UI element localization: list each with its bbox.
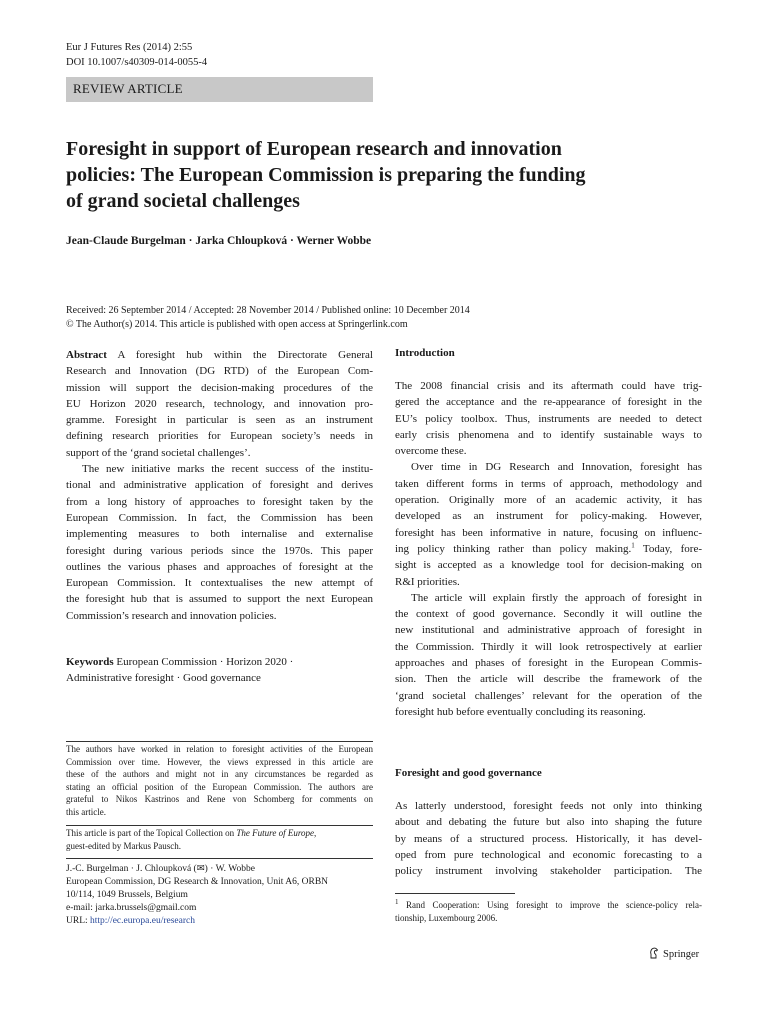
- title-line: policies: The European Commission is preparing the funding: [66, 164, 586, 186]
- keywords-line: Administrative foresight · Good governance: [66, 672, 261, 685]
- abstract-line: foresight during various periods since the 1970s. This paper: [66, 544, 373, 557]
- article-title: [66, 136, 686, 214]
- abstract-line: Research and Innovation (DG RTD) of the European Com-: [66, 365, 373, 378]
- section-heading-introduction: Introduction: [395, 347, 455, 359]
- research-url-link[interactable]: http://ec.europa.eu/research: [90, 916, 195, 926]
- divider: [66, 858, 373, 859]
- abstract-line: Commission’s research and innovation policies.: [66, 609, 277, 622]
- journal-citation: Eur J Futures Res (2014) 2:55: [66, 42, 193, 53]
- abstract-line: tional and administrative application of foresight and derives: [66, 479, 373, 492]
- abstract-line: European Commission. In fact, the Commission has been: [66, 511, 373, 524]
- history-dates: Received: 26 September 2014 / Accepted: 28 November 2014 / Published online: 10 December 2014: [66, 305, 470, 316]
- author-list: Jean-Claude Burgelman · Jarka Chloupková · Werner Wobbe: [66, 235, 372, 247]
- article-type-label: REVIEW ARTICLE: [73, 81, 183, 96]
- footnote-mark: 1: [395, 899, 399, 906]
- publisher-logo: [648, 947, 699, 960]
- divider: [66, 741, 373, 742]
- keywords: [66, 654, 373, 687]
- keywords-label: Keywords: [66, 656, 114, 668]
- abstract-line: the foresight hub that is assumed to support the next European: [66, 593, 373, 606]
- topical-collection-note: This article is part of the Topical Collection on The Future of Europe, guest-edited by Markus Pausch.: [66, 828, 317, 851]
- affiliation-authors: J.-C. Burgelman · J. Chloupková (✉) · W. Wobbe: [66, 864, 255, 874]
- footnote-divider: [395, 893, 515, 894]
- footnote-ref[interactable]: 1: [631, 541, 635, 550]
- publisher-name: Springer: [663, 949, 700, 960]
- doi: DOI 10.1007/s40309-014-0055-4: [66, 57, 208, 68]
- article-type-bar: [66, 77, 373, 102]
- abstract-line: from a long history of approaches to foresight taken by the: [66, 495, 373, 508]
- abstract-line: defining research priorities for European society’s needs in: [66, 430, 373, 443]
- author-affiliation: [66, 863, 373, 928]
- abstract-label: Abstract: [66, 349, 107, 361]
- disclaimer-note: The authors have worked in relation to foresight activities of the European Commission over time. However, the views expressed in this article are these of the authors and might not in any circumstances be regarded as stating an official position of the European Commission. The authors are grateful to Nikos Kastrinos and Rene von Schomberg for comments on this article.: [66, 744, 373, 817]
- affiliation-address: European Commission, DG Research & Innovation, Unit A6, ORBN: [66, 877, 329, 887]
- divider: [66, 825, 373, 826]
- abstract-line: mission will support the decision-making procedures of the: [66, 381, 373, 394]
- affiliation-address: 10/114, 1049 Brussels, Belgium: [66, 890, 188, 900]
- abstract-line: outlines the various phases and approaches of foresight at the: [66, 560, 373, 573]
- publication-dates: [66, 304, 470, 332]
- title-line: of grand societal challenges: [66, 190, 300, 212]
- governance-paragraph: As latterly understood, foresight feeds not only into thinking about and debating the future but also into shaping the future by means of a structured process. Historically, it has devel- oped from pure technological and economic forecasting to a policy instrument involving stakeholder participation. The: [395, 800, 702, 878]
- contact-url-line: URL: http://ec.europa.eu/research: [66, 916, 195, 926]
- abstract-line: implementing measures to both internalise and externalise: [66, 528, 373, 541]
- title-line: Foresight in support of European research and innovation: [66, 138, 562, 160]
- contact-email[interactable]: e-mail: jarka.brussels@gmail.com: [66, 903, 197, 913]
- abstract-line: The new initiative marks the recent success of the institu-: [82, 463, 373, 476]
- collection-title: The Future of Europe: [236, 828, 314, 838]
- license-line: © The Author(s) 2014. This article is published with open access at Springerlink.com: [66, 319, 408, 330]
- abstract-line: EU Horizon 2020 research, technology, and innovation pro-: [66, 397, 373, 410]
- intro-paragraph-1: The 2008 financial crisis and its aftermath could have trig- gered the acceptance and the re-appearance of foresight in the EU’s policy toolbox. Thus, instruments are needed to detect early crisis phenomena and to identify sustainable ways to overcome these. Over time in DG Research and Innovation, foresight has taken different forms in terms of approach, methodology and operation. Originally more of an academic activity, it has developed as an instrument for policy-making. However, foresight has been informative in nature, focusing on influenc- ing policy thinking rather than policy making.$^1$ Today, fore- sight is accepted as a knowledge tool for decision-making on R&I priorities. The article will explain firstly the approach of foresight in the context of good governance. Secondly it will outline the new institutional and administrative approach of foresight in the Commission. Thirdly it will look retrospectively at earlier approaches and phases of foresight in the European Commis- sion. Then the article will describe the framework of the ‘grand societal challenges’ relevant for the operation of the foresight hub before eventually concluding its reasoning.: [395, 380, 702, 718]
- abstract-line: Abstract A foresight hub within the Directorate General: [66, 349, 373, 361]
- abstract-line: gramme. Foresight in particular is seen as an instrument: [66, 414, 373, 427]
- abstract-line: European Commission. It contextualises the new attempt of: [66, 577, 373, 590]
- section-heading-foresight-governance: Foresight and good governance: [395, 767, 542, 779]
- abstract-line: support of the ‘grand societal challenges’.: [66, 446, 251, 459]
- keywords-line: Keywords European Commission · Horizon 2020 ·: [66, 656, 294, 668]
- footnote: $^1$ Rand Cooperation: Using foresight to improve the science-policy rela- tionship, Luxembourg 2006.: [395, 899, 702, 923]
- abstract: [66, 347, 373, 624]
- springer-horse-icon: [648, 947, 660, 959]
